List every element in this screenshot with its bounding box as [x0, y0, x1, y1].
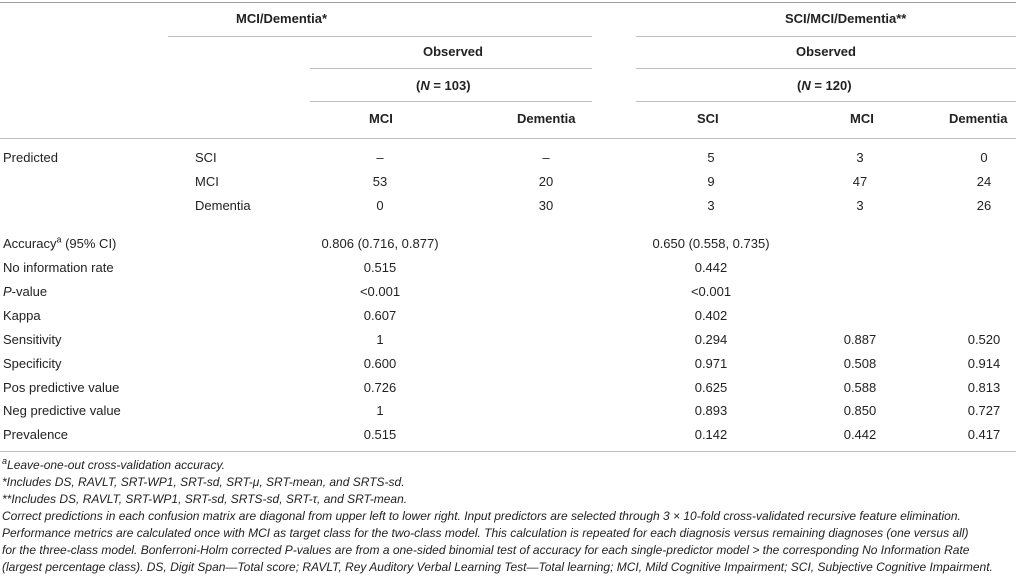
kappa-label: Kappa	[3, 308, 41, 323]
cell: 0.914	[967, 356, 1001, 371]
cell: –	[376, 150, 384, 165]
cell: 0.508	[843, 356, 877, 371]
cell: 0.417	[967, 427, 1001, 442]
accuracy-label: Accuracy$^a$ (95% CI)	[3, 234, 117, 251]
footnote-star2: **Includes DS, RAVLT, SRT-WP1, SRT-sd, SRTS-sd, SRT-τ, and SRT-mean.	[2, 492, 408, 506]
cell: 53	[372, 174, 388, 189]
cell: 0.515	[363, 427, 397, 442]
cell: 1	[376, 332, 384, 347]
cell: 0.850	[843, 403, 877, 418]
cell: 0.887	[843, 332, 877, 347]
n1-label: (N = 103)	[416, 78, 471, 93]
col-header-mci-1: MCI	[369, 111, 393, 126]
col-header-dementia-1: Dementia	[517, 111, 576, 126]
pvalue-value-2: <0.001	[690, 284, 732, 299]
cell: 5	[707, 150, 715, 165]
metric-label-ppv: Pos predictive value	[3, 380, 120, 395]
cell: 3	[856, 150, 864, 165]
cell: 3	[707, 198, 715, 213]
cell: 0.142	[694, 427, 728, 442]
metric-label-npv: Neg predictive value	[3, 403, 121, 418]
cell: 0	[376, 198, 384, 213]
footnote-note-3: for the three-class model. Bonferroni-Holm corrected P-values are from a one-sided binomial test of accuracy for each single-predictor model > the corresponding No Information Rate	[2, 543, 970, 557]
footnote-a: $^a$Leave-one-out cross-validation accuracy.	[2, 456, 225, 472]
cell: –	[542, 150, 550, 165]
cell: 0.726	[363, 380, 397, 395]
cell: 3	[856, 198, 864, 213]
col-header-dementia-2: Dementia	[949, 111, 1008, 126]
predicted-label: Predicted	[3, 150, 58, 165]
observed2-label: Observed	[796, 44, 856, 59]
cell: 26	[976, 198, 992, 213]
cell: 0.893	[694, 403, 728, 418]
n1-rule	[310, 101, 592, 102]
table-bottom-rule	[0, 451, 1016, 452]
metric-label-prevalence: Prevalence	[3, 427, 69, 442]
cell: 0.727	[967, 403, 1001, 418]
cell: 0.294	[694, 332, 728, 347]
pvalue-label: P-value	[3, 284, 48, 299]
cell: 30	[538, 198, 554, 213]
metric-label-sensitivity: Sensitivity	[3, 332, 62, 347]
kappa-value-2: 0.402	[694, 308, 728, 323]
cell: 0.600	[363, 356, 397, 371]
kappa-value-1: 0.607	[363, 308, 397, 323]
cell: 20	[538, 174, 554, 189]
row-label-dementia: Dementia	[195, 198, 251, 213]
cell: 0.971	[694, 356, 728, 371]
metric-label-specificity: Specificity	[3, 356, 62, 371]
pvalue-value-1: <0.001	[359, 284, 401, 299]
group1-title: MCI/Dementia*	[236, 11, 328, 26]
observed1-label: Observed	[423, 44, 483, 59]
nir-label: No information rate	[3, 260, 114, 275]
cell: 1	[376, 403, 384, 418]
cell: 47	[852, 174, 868, 189]
n2-rule	[636, 101, 1016, 102]
row-label-sci: SCI	[195, 150, 217, 165]
cell: 0.625	[694, 380, 728, 395]
col-header-mci-2: MCI	[850, 111, 874, 126]
n2-label: (N = 120)	[797, 78, 852, 93]
accuracy-value-2: 0.650 (0.558, 0.735)	[652, 236, 770, 251]
top-rule	[0, 2, 1016, 3]
observed1-rule	[310, 68, 592, 69]
col-header-sci-2: SCI	[697, 111, 719, 126]
accuracy-value-1: 0.806 (0.716, 0.877)	[321, 236, 439, 251]
nir-value-1: 0.515	[363, 260, 397, 275]
row-label-mci: MCI	[195, 174, 219, 189]
nir-value-2: 0.442	[694, 260, 728, 275]
footnote-note-1: Correct predictions in each confusion matrix are diagonal from upper left to lower right. Input predictors are selected through 3 × 10-fold cross-validated recursive feature elimination.	[2, 509, 961, 523]
cell: 24	[976, 174, 992, 189]
cell: 0	[980, 150, 988, 165]
group1-rule	[168, 36, 592, 37]
cell: 0.813	[967, 380, 1001, 395]
footnote-note-4: (largest percentage class). DS, Digit Span—Total score; RAVLT, Rey Auditory Verbal Learning Test—Total learning; MCI, Mild Cognitive Impairment; SCI, Subjective Cognitive Impairment.	[2, 560, 993, 574]
cell: 0.588	[843, 380, 877, 395]
footnote-note-2: Performance metrics are calculated once with MCI as target class for the two-class model. This calculation is repeated for each diagnosis versus remaining diagnoses (one versus all)	[2, 526, 969, 540]
cell: 0.442	[843, 427, 877, 442]
group2-title: SCI/MCI/Dementia**	[785, 11, 907, 26]
header-bottom-rule	[0, 138, 1016, 139]
footnote-star1: *Includes DS, RAVLT, SRT-WP1, SRT-sd, SRT-μ, SRT-mean, and SRTS-sd.	[2, 475, 405, 489]
group2-rule	[636, 36, 1016, 37]
cell: 0.520	[967, 332, 1001, 347]
cell: 9	[707, 174, 715, 189]
observed2-rule	[636, 68, 1016, 69]
